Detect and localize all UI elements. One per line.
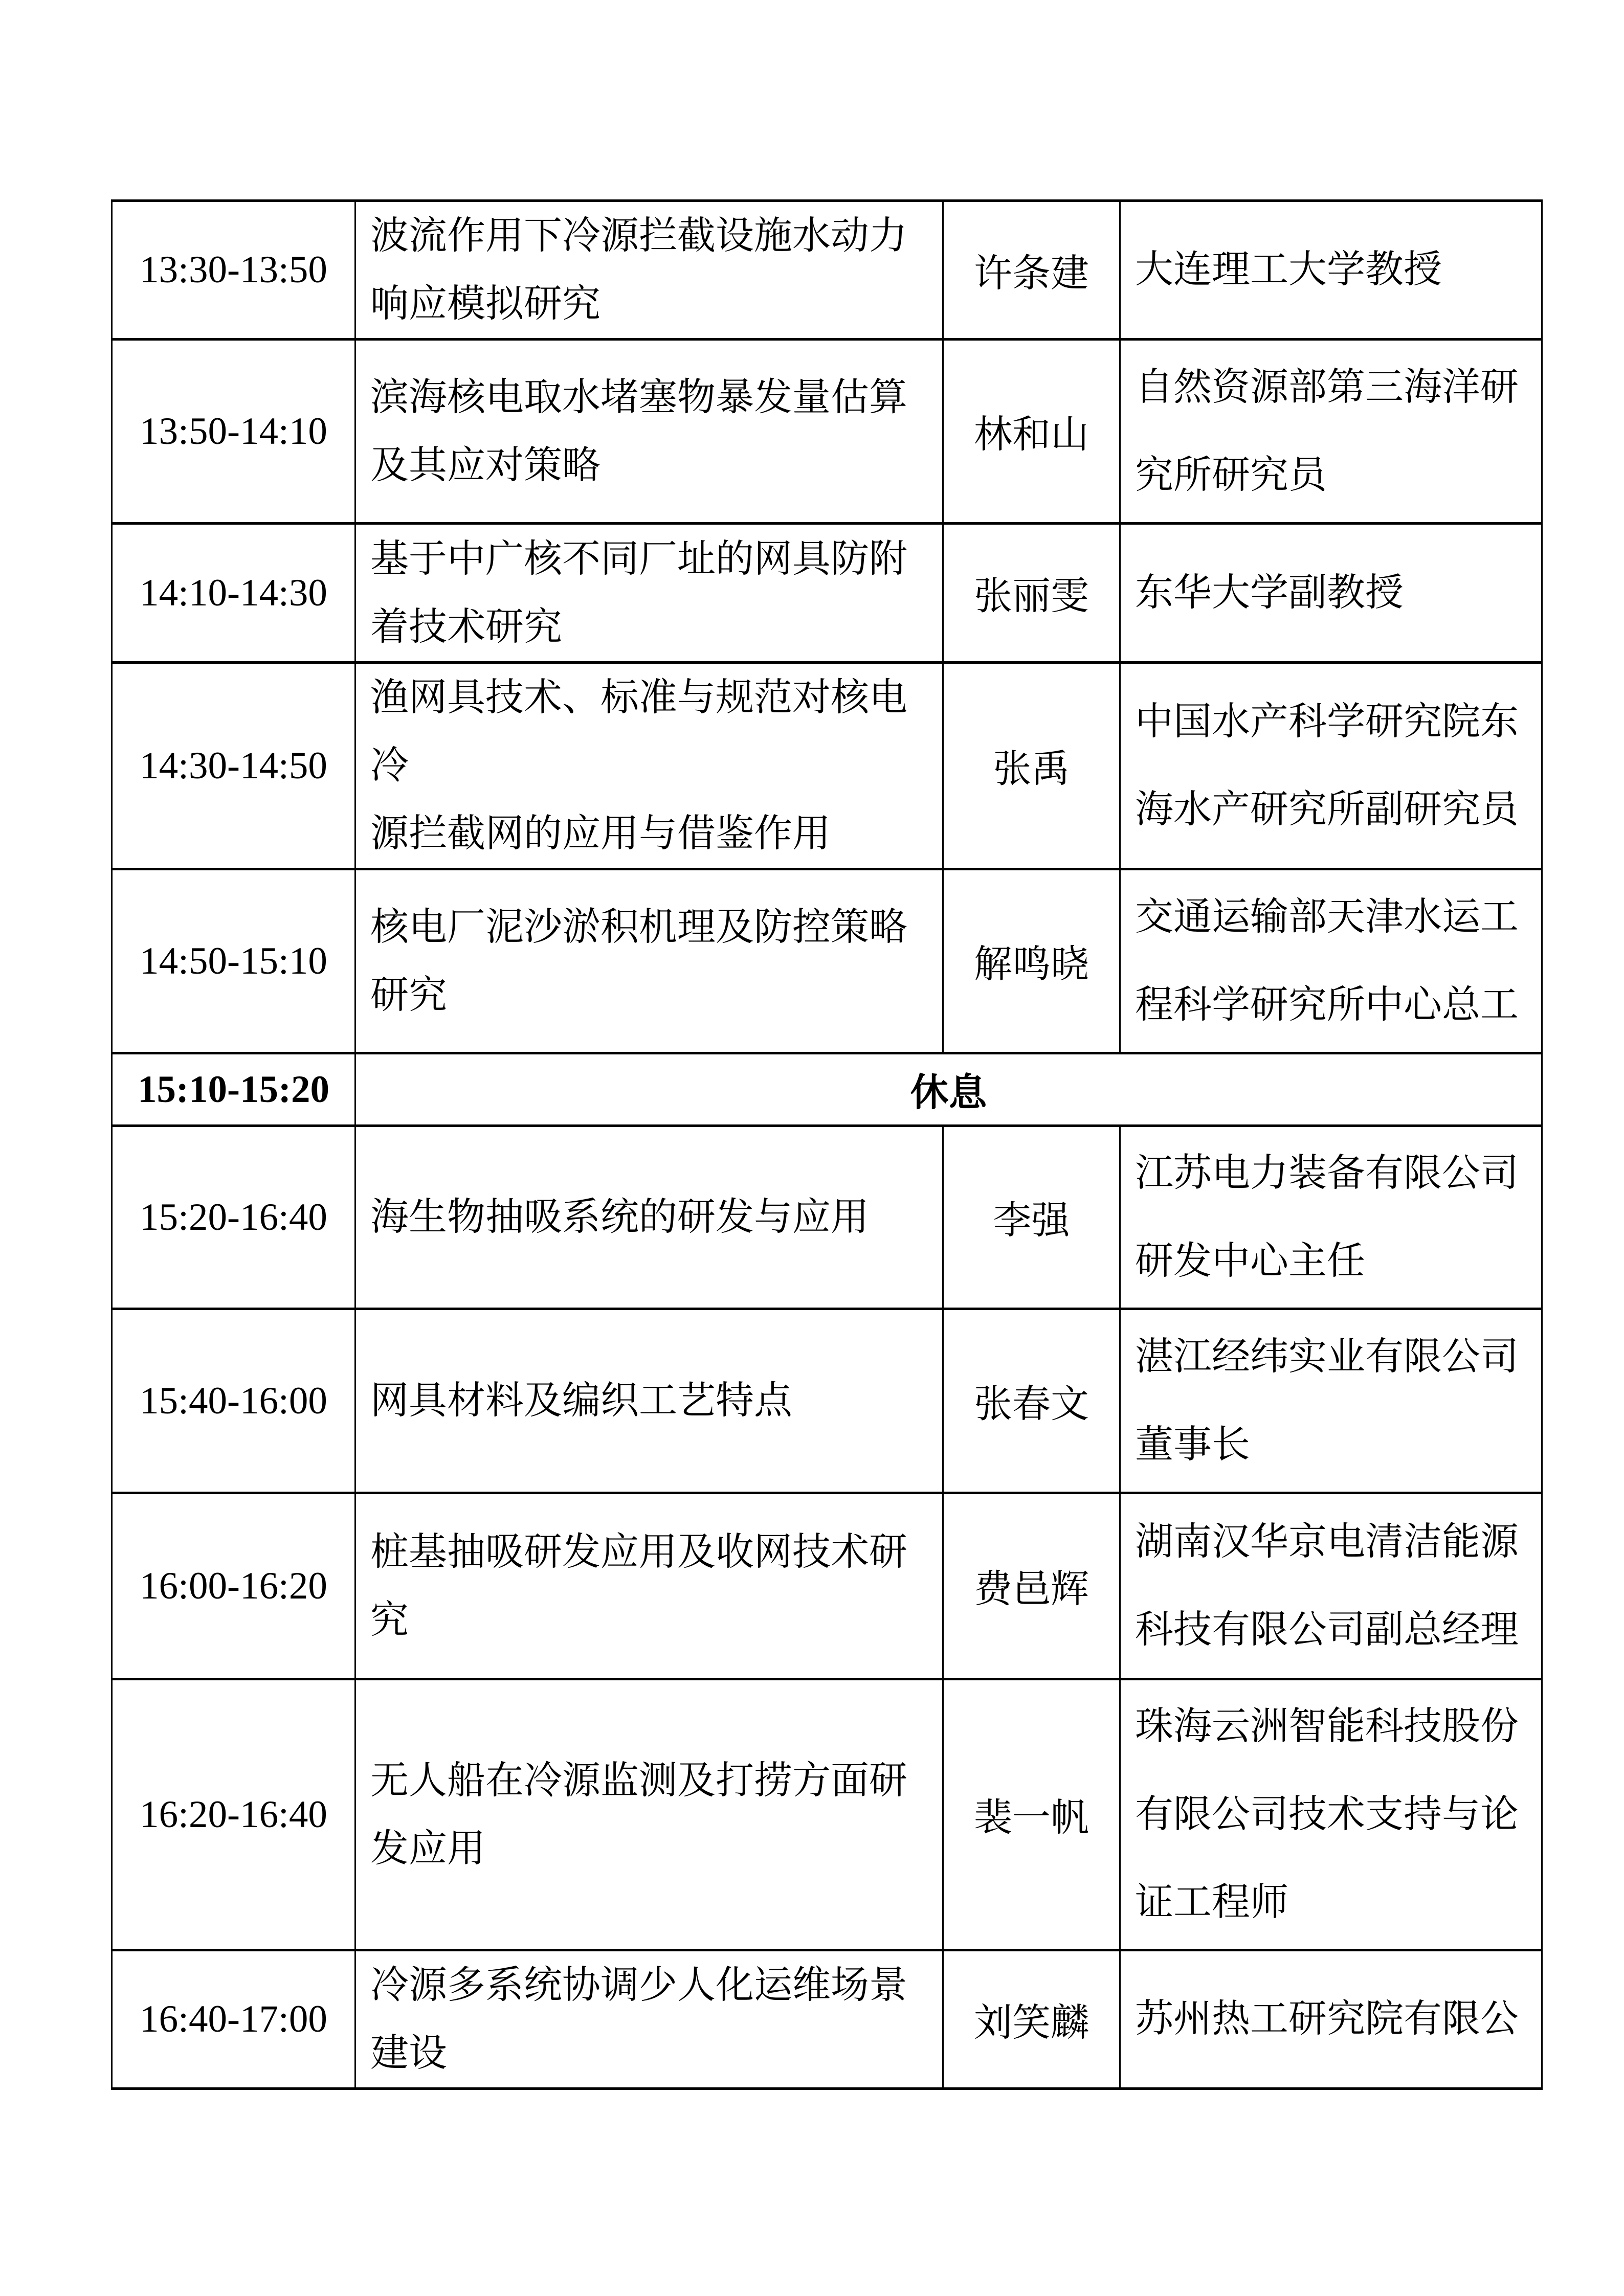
speaker-cell: 李强 (943, 1126, 1120, 1309)
affiliation-line: 自然资源部第三海洋研 (1135, 366, 1519, 409)
speaker-cell: 张禹 (943, 663, 1120, 869)
time-cell: 14:50-15:10 (112, 869, 355, 1053)
affiliation-line: 程科学研究所中心总工 (1135, 983, 1519, 1026)
session-title-line: 海生物抽吸系统的研发与应用 (370, 1196, 870, 1239)
break-row (112, 1053, 1542, 1126)
time-cell: 16:20-16:40 (112, 1679, 355, 1950)
affiliation-cell (1120, 1126, 1542, 1309)
table-row (112, 340, 1542, 524)
session-title-cell (355, 1493, 943, 1679)
affiliation-line: 究所研究员 (1135, 454, 1327, 497)
speaker-cell: 费邑辉 (943, 1493, 1120, 1679)
time-cell: 15:20-16:40 (112, 1126, 355, 1309)
session-title-cell (355, 869, 943, 1053)
table-row (112, 869, 1542, 1053)
affiliation-line: 大连理工大学教授 (1135, 249, 1442, 291)
affiliation-line: 交通运输部天津水运工 (1135, 895, 1519, 938)
session-title-cell (355, 663, 943, 869)
speaker-cell: 张丽雯 (943, 524, 1120, 663)
affiliation-line: 海水产研究所副研究员 (1135, 788, 1519, 831)
affiliation-line: 苏州热工研究院有限公 (1135, 1998, 1519, 2040)
session-title-line: 核电厂泥沙淤积机理及防控策略 (370, 906, 908, 949)
session-title-line: 渔网具技术、标准与规范对核电冷 (370, 677, 908, 787)
schedule-table (111, 199, 1543, 2090)
table-row (112, 201, 1542, 340)
session-title-line: 源拦截网的应用与借鉴作用 (370, 813, 831, 855)
time-cell: 16:40-17:00 (112, 1950, 355, 2089)
time-cell: 13:50-14:10 (112, 340, 355, 524)
table-row (112, 1679, 1542, 1950)
session-title-line: 滨海核电取水堵塞物暴发量估算 (370, 376, 908, 419)
affiliation-line: 有限公司技术支持与论 (1135, 1793, 1519, 1836)
affiliation-cell (1120, 340, 1542, 524)
session-title-line: 波流作用下冷源拦截设施水动力 (370, 215, 908, 257)
session-title-line: 究 (370, 1599, 409, 1641)
session-title-line: 桩基抽吸研发应用及收网技术研 (370, 1530, 908, 1573)
speaker-cell: 解鸣晓 (943, 869, 1120, 1053)
time-cell: 15:10-15:20 (112, 1053, 355, 1126)
affiliation-line: 湖南汉华京电清洁能源 (1135, 1520, 1519, 1563)
time-cell: 16:00-16:20 (112, 1493, 355, 1679)
session-title-line: 网具材料及编织工艺特点 (370, 1380, 793, 1422)
affiliation-line: 研发中心主任 (1135, 1240, 1366, 1282)
affiliation-cell (1120, 1493, 1542, 1679)
time-cell: 15:40-16:00 (112, 1309, 355, 1493)
affiliation-line: 中国水产科学研究院东 (1135, 700, 1519, 743)
session-title-line: 研究 (370, 974, 448, 1017)
session-title-line: 冷源多系统协调少人化运维场景 (370, 1964, 908, 2007)
table-row (112, 1309, 1542, 1493)
affiliation-line: 董事长 (1135, 1423, 1251, 1466)
affiliation-cell (1120, 201, 1542, 340)
table-row (112, 663, 1542, 869)
table-row (112, 1493, 1542, 1679)
session-title-cell (355, 1679, 943, 1950)
affiliation-line: 江苏电力装备有限公司 (1135, 1152, 1519, 1195)
affiliation-cell (1120, 663, 1542, 869)
session-title-line: 无人船在冷源监测及打捞方面研 (370, 1759, 908, 1802)
affiliation-line: 科技有限公司副总经理 (1135, 1608, 1519, 1651)
session-title-cell (355, 340, 943, 524)
speaker-cell: 林和山 (943, 340, 1120, 524)
speaker-cell: 许条建 (943, 201, 1120, 340)
session-title-line: 建设 (370, 2032, 448, 2075)
speaker-cell: 张春文 (943, 1309, 1120, 1493)
table-row (112, 1950, 1542, 2089)
affiliation-cell (1120, 1950, 1542, 2089)
session-title-cell (355, 1126, 943, 1309)
session-title-cell (355, 1950, 943, 2089)
affiliation-cell (1120, 524, 1542, 663)
session-title-line: 着技术研究 (370, 605, 563, 648)
session-title-cell (355, 524, 943, 663)
session-title-line: 响应模拟研究 (370, 283, 601, 325)
table-row (112, 524, 1542, 663)
affiliation-line: 证工程师 (1135, 1881, 1289, 1924)
affiliation-cell (1120, 869, 1542, 1053)
affiliation-line: 珠海云洲智能科技股份 (1135, 1705, 1519, 1748)
session-title-cell (355, 1309, 943, 1493)
affiliation-cell (1120, 1679, 1542, 1950)
affiliation-line: 东华大学副教授 (1135, 571, 1404, 614)
table-row (112, 1126, 1542, 1309)
time-cell: 14:10-14:30 (112, 524, 355, 663)
affiliation-line: 湛江经纬实业有限公司 (1135, 1335, 1519, 1378)
speaker-cell: 裴一帆 (943, 1679, 1120, 1950)
affiliation-cell (1120, 1309, 1542, 1493)
speaker-cell: 刘笑麟 (943, 1950, 1120, 2089)
session-title-cell (355, 201, 943, 340)
session-title-line: 及其应对策略 (370, 444, 601, 487)
session-title-line: 基于中广核不同厂址的网具防附 (370, 537, 908, 580)
time-cell: 13:30-13:50 (112, 201, 355, 340)
time-cell: 14:30-14:50 (112, 663, 355, 869)
session-title-line: 发应用 (370, 1827, 486, 1870)
break-label: 休息 (355, 1053, 1542, 1126)
